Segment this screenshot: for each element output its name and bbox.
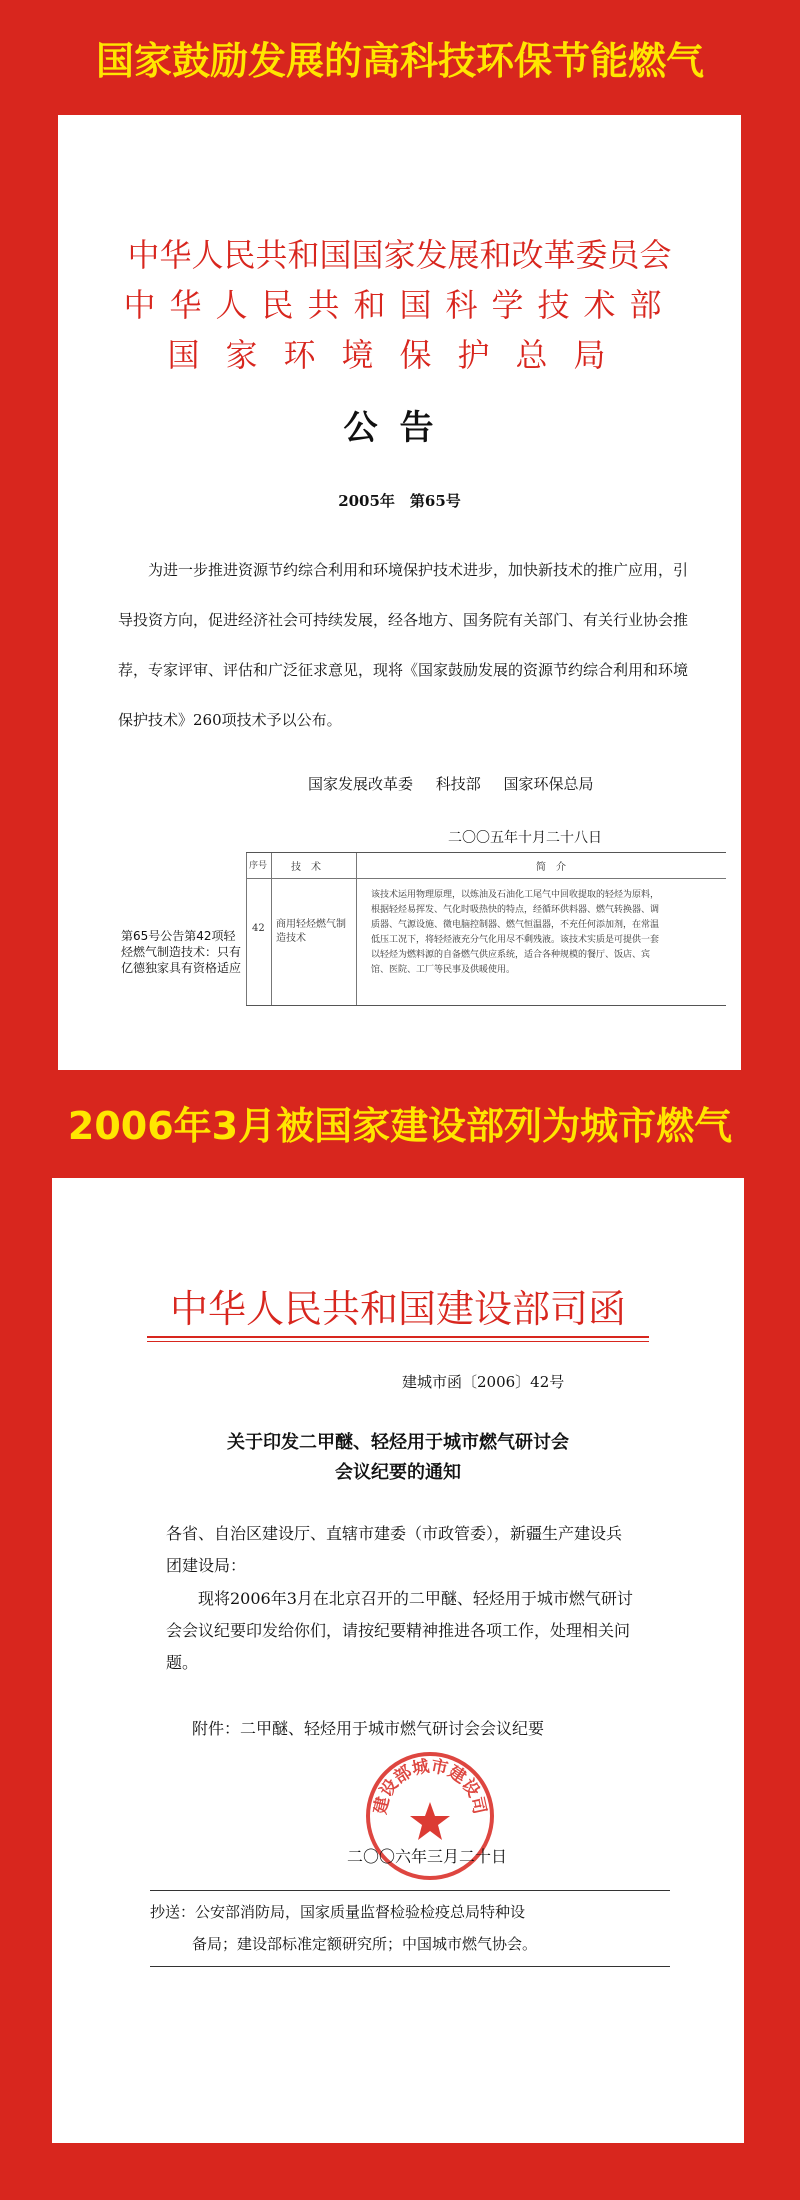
announcement-document: [58, 115, 741, 1070]
reference-number: 建城市函〔2006〕42号: [402, 1373, 565, 1391]
ministry-letter-document: [52, 1178, 744, 2143]
issuer-sepa: 国家环境保护总局: [167, 336, 632, 374]
letter-date: 二〇〇六年三月二十日: [347, 1847, 508, 1866]
salutation: 各省、自治区建设厅、直辖市建委（市政管委），新疆生产建设兵团建设局：: [166, 1524, 623, 1575]
announcement-number: 2005年 第65号: [338, 492, 461, 510]
letter-title: 中华人民共和国建设部司函: [169, 1287, 626, 1331]
doc-type-heading: 公告: [343, 408, 456, 448]
middle-banner: 2006年3月被国家建设部列为城市燃气: [67, 1104, 733, 1148]
carbon-copy: [150, 1896, 670, 1960]
attachment-line: 附件：二甲醚、轻烃用于城市燃气研讨会会议纪要: [192, 1719, 545, 1738]
header-no: 序号: [249, 861, 268, 871]
issuing-orgs: 国家发展改革委 科技部 国家环保总局: [308, 775, 594, 793]
row-tech: 商用轻烃燃气制造技术: [276, 919, 346, 944]
cc-line-2: 备局；建设部标准定额研究所；中国城市燃气协会。: [192, 1935, 538, 1953]
cc-line-1: 抄送：公安部消防局，国家质量监督检验检疫总局特种设: [150, 1903, 526, 1921]
row-desc: 该技术运用物理原理，以炼油及石油化工尾气中回收提取的轻烃为原料，根据轻烃易挥发、气化时吸热快的特点，经循环供料器、燃气转换器、调质器、气源设施、微电脑控制器、燃气恒温器，不充任何添加剂，在常温低压工况下，将轻烃液充分气化用尽不剩残液。该技术实质是可提供一套以轻烃为燃料源的自备燃气供应系统，适合各种规模的餐厅、饭店、宾馆、医院、工厂等民事及供暖使用。: [371, 890, 660, 975]
row-no: 42: [252, 923, 265, 934]
announcement-body: 为进一步推进资源节约综合利用和环境保护技术进步，加快新技术的推广应用，引导投资方向，促进经济社会可持续发展，经各地方、国务院有关部门、有关行业协会推荐，专家评审、评估和广泛征求意见，现将《国家鼓励发展的资源节约综合利用和环境保护技术》260项技术予以公布。: [118, 561, 689, 729]
seal-text: 建设部城市建设司: [370, 1756, 490, 1816]
subject-line-1: 关于印发二甲醚、轻烃用于城市燃气研讨会: [227, 1432, 569, 1453]
letter-body: 现将2006年3月在北京召开的二甲醚、轻烃用于城市燃气研讨会会议纪要印发给你们，请按纪要精神推进各项工作，处理相关问题。: [166, 1589, 633, 1672]
subject-line-2: 会议纪要的通知: [335, 1462, 461, 1483]
side-note: 第65号公告第42项轻烃燃气制造技术：只有亿德独家具有资格适应: [121, 929, 242, 975]
header-desc: 简 介: [536, 862, 566, 873]
tech-table: [246, 852, 726, 1006]
issuer-ndrc: 中华人民共和国国家发展和改革委员会: [127, 236, 672, 274]
announcement-date: 二〇〇五年十月二十八日: [448, 830, 602, 846]
top-banner: 国家鼓励发展的高科技环保节能燃气: [95, 39, 704, 83]
issuer-most: 中华人民共和国科学技术部: [123, 286, 676, 324]
header-tech: 技 术: [291, 862, 321, 873]
